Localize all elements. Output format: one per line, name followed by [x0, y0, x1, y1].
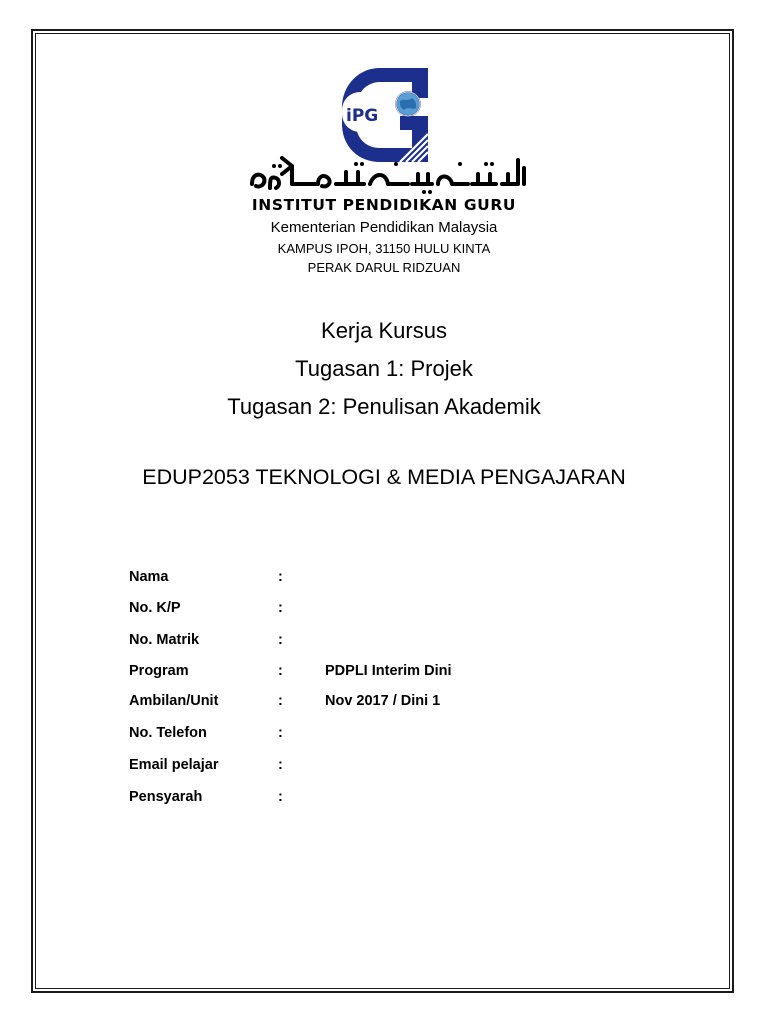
field-value: Nov 2017 / Dini 1: [325, 693, 441, 709]
field-row-ambilan-unit: [129, 693, 629, 713]
field-row-no-matrik: [129, 632, 629, 652]
field-value: PDPLI Interim Dini: [325, 663, 452, 679]
field-row-nama: [129, 569, 629, 589]
field-label: Email pelajar: [129, 757, 219, 773]
title-assignment-2: Tugasan 2: Penulisan Akademik: [227, 394, 541, 419]
field-label: No. Matrik: [129, 632, 200, 648]
field-label: Program: [129, 663, 189, 679]
field-label: No. Telefon: [129, 725, 207, 741]
ministry-name: Kementerian Pendidikan Malaysia: [270, 219, 498, 236]
field-row-no-telefon: [129, 725, 629, 745]
field-row-program: [129, 663, 629, 683]
field-label: Nama: [129, 569, 169, 585]
field-colon: :: [278, 663, 283, 679]
field-label: Pensyarah: [129, 789, 203, 805]
field-colon: :: [278, 789, 283, 805]
field-colon: :: [278, 600, 283, 616]
campus-address-line-1: KAMPUS IPOH, 31150 HULU KINTA: [277, 241, 491, 256]
logo-text: iPG: [346, 106, 379, 126]
field-row-email-pelajar: [129, 757, 629, 777]
field-row-pensyarah: [129, 789, 629, 809]
title-coursework: Kerja Kursus: [321, 318, 447, 343]
institute-name: INSTITUT PENDIDIKAN GURU: [251, 196, 517, 214]
ipg-logo-icon: [340, 68, 428, 162]
course-title: EDUP2053 TEKNOLOGI & MEDIA PENGAJARAN: [142, 465, 626, 489]
title-assignment-1: Tugasan 1: Projek: [295, 356, 473, 381]
field-colon: :: [278, 693, 283, 709]
field-colon: :: [278, 725, 283, 741]
field-colon: :: [278, 569, 283, 585]
field-row-no-kp: [129, 600, 629, 620]
field-colon: :: [278, 757, 283, 773]
field-label: No. K/P: [129, 600, 181, 616]
campus-address-line-2: PERAK DARUL RIDZUAN: [307, 260, 461, 275]
jawi-name-logotype: [246, 150, 530, 196]
field-label: Ambilan/Unit: [129, 693, 219, 709]
field-colon: :: [278, 632, 283, 648]
